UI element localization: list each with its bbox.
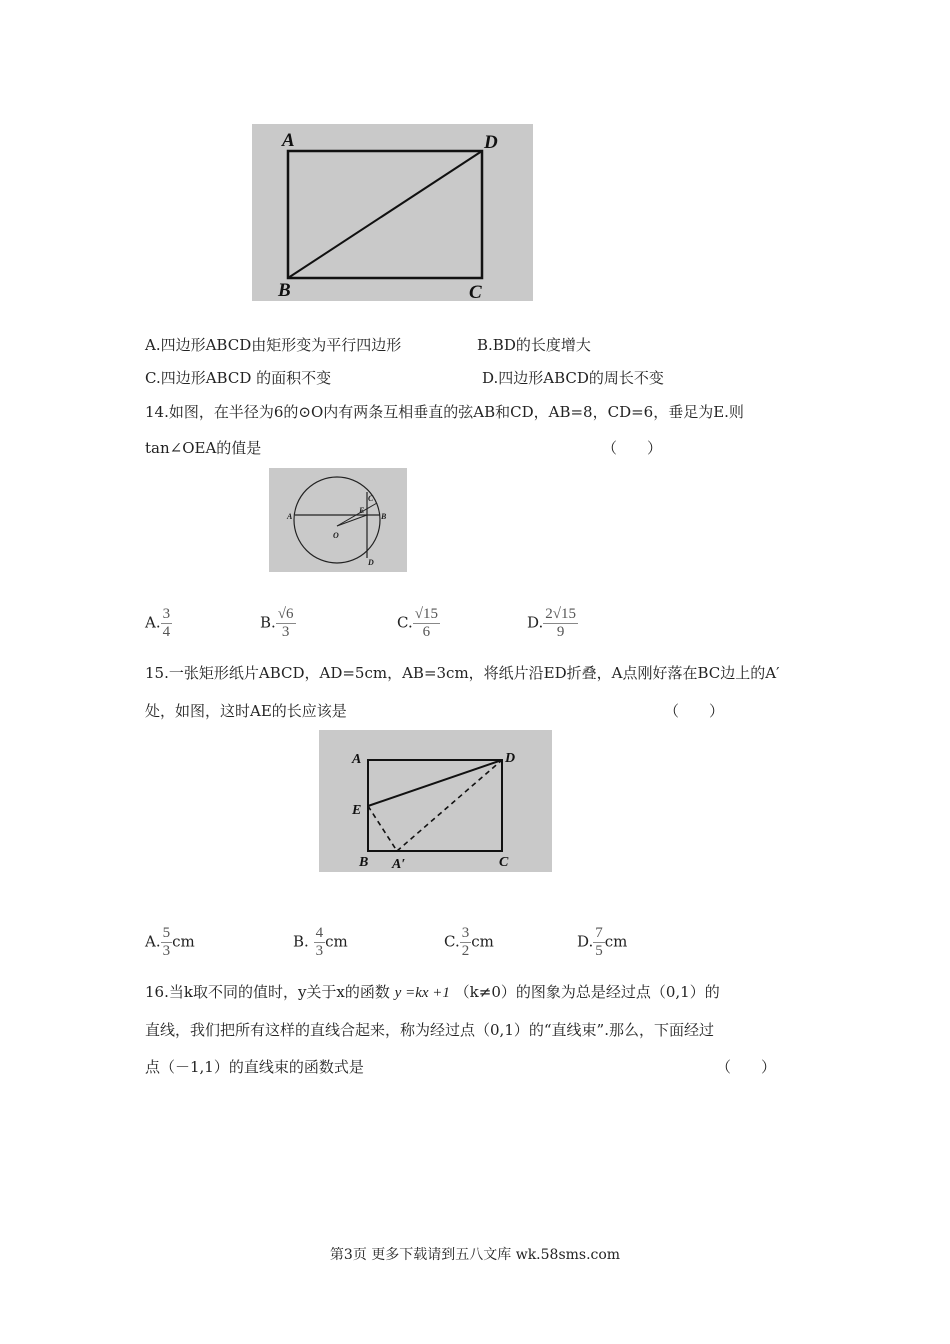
denominator: 6	[422, 624, 431, 640]
unit: cm	[471, 932, 494, 951]
fraction	[161, 925, 173, 960]
numerator: 5	[162, 925, 171, 941]
q13-option-c[interactable]: C.四边形ABCD 的面积不变	[145, 369, 332, 387]
q13-option-d[interactable]: D.四边形ABCD的周长不变	[482, 369, 664, 387]
option-prefix: D.	[527, 613, 544, 632]
label-c: C	[499, 855, 509, 870]
q13-option-b[interactable]: B.BD的长度增大	[477, 336, 591, 354]
label-c: C	[469, 282, 482, 301]
segment-oe	[337, 515, 367, 526]
option-prefix: C.	[397, 613, 413, 632]
numerator: √15	[414, 606, 438, 622]
q16-stem-line2: 直线，我们把所有这样的直线合起来，称为经过点（0,1）的“直线束”.那么，下面经过	[145, 1021, 714, 1039]
q16-text-a: 16.当k取不同的值时，y关于x的函数	[145, 983, 390, 1001]
circle-diagram	[269, 468, 407, 572]
label-b: B	[381, 512, 387, 521]
option-prefix: C.	[444, 932, 460, 951]
fraction	[314, 925, 326, 960]
q15-option-a[interactable]	[145, 925, 195, 960]
figure-circle-chords	[269, 468, 407, 572]
folding-diagram	[319, 730, 552, 872]
figure-folded-rectangle	[319, 730, 552, 872]
q16-answer-blank[interactable]: （ ）	[716, 1058, 777, 1076]
q16-text-b: （k≠0）的图象为总是经过点（0,1）的	[454, 983, 720, 1001]
q15-option-d[interactable]	[577, 925, 627, 960]
label-c: C	[368, 494, 374, 503]
numerator: 4	[315, 925, 324, 941]
q14-option-a[interactable]	[145, 606, 172, 641]
option-prefix: B.	[260, 613, 276, 632]
option-prefix: A.	[145, 613, 161, 632]
label-d: D	[484, 132, 498, 153]
unit: cm	[325, 932, 348, 951]
label-a-prime: A′	[392, 857, 406, 872]
q13-option-a[interactable]: A.四边形ABCD由矩形变为平行四边形	[145, 336, 402, 354]
fraction	[543, 606, 578, 641]
diagonal-bd	[288, 151, 482, 278]
label-b: B	[278, 280, 291, 301]
numerator: 3	[461, 925, 470, 941]
q15-option-c[interactable]	[444, 925, 494, 960]
label-e: E	[359, 506, 365, 515]
denominator: 3	[315, 943, 324, 959]
label-o: O	[333, 531, 339, 540]
dashed-ea1	[368, 806, 397, 851]
fraction	[276, 606, 296, 641]
label-b: B	[359, 855, 369, 870]
fraction	[593, 925, 605, 960]
option-prefix: D.	[577, 932, 594, 951]
denominator: 3	[281, 624, 290, 640]
q16-formula: y =kx +1	[394, 985, 450, 1001]
fraction	[161, 606, 173, 641]
q14-option-b[interactable]	[260, 606, 296, 641]
denominator: 3	[162, 943, 171, 959]
label-a: A	[282, 130, 295, 151]
label-d: D	[368, 558, 374, 567]
q14-answer-blank[interactable]: （ ）	[602, 439, 663, 457]
numerator: 3	[162, 606, 171, 622]
page-footer: 第3页 更多下载请到五八文库 wk.58sms.com	[329, 1247, 621, 1263]
q15-stem-line2: 处，如图，这时AE的长应该是	[145, 702, 347, 720]
option-prefix: A.	[145, 932, 161, 951]
numerator: 2√15	[545, 606, 576, 622]
label-a: A	[287, 512, 293, 521]
q14-option-c[interactable]	[397, 606, 440, 641]
figure-rectangle-abcd	[252, 124, 533, 301]
unit: cm	[604, 932, 628, 951]
denominator: 2	[461, 943, 470, 959]
rectangle-diagram	[252, 124, 533, 301]
label-e: E	[352, 803, 362, 818]
fraction	[413, 606, 440, 641]
option-prefix: B.	[293, 932, 309, 951]
numerator: √6	[277, 606, 294, 622]
fold-line-ed	[368, 760, 502, 806]
q14-stem-line1: 14.如图，在半径为6的⊙O内有两条互相垂直的弦AB和CD，AB=8，CD=6，垂足为E.则	[145, 403, 744, 421]
q15-answer-blank[interactable]: （ ）	[664, 702, 725, 720]
label-a: A	[352, 752, 362, 767]
q16-stem-line3: 点（－1,1）的直线束的函数式是	[145, 1058, 364, 1076]
dashed-a1d	[397, 760, 502, 851]
fraction	[460, 925, 472, 960]
q16-stem-line1	[145, 982, 720, 1003]
q15-option-b[interactable]	[293, 925, 348, 960]
q14-stem-line2: tan∠OEA的值是	[145, 439, 262, 457]
label-d: D	[505, 751, 516, 766]
denominator: 9	[556, 624, 565, 640]
denominator: 4	[162, 624, 171, 640]
q14-option-d[interactable]	[527, 606, 578, 641]
q15-stem-line1: 15.一张矩形纸片ABCD，AD=5cm，AB=3cm，将纸片沿ED折叠，A点刚好落在BC边上的A′	[145, 664, 780, 682]
unit: cm	[172, 932, 195, 951]
denominator: 5	[595, 943, 603, 959]
numerator: 7	[595, 925, 603, 941]
